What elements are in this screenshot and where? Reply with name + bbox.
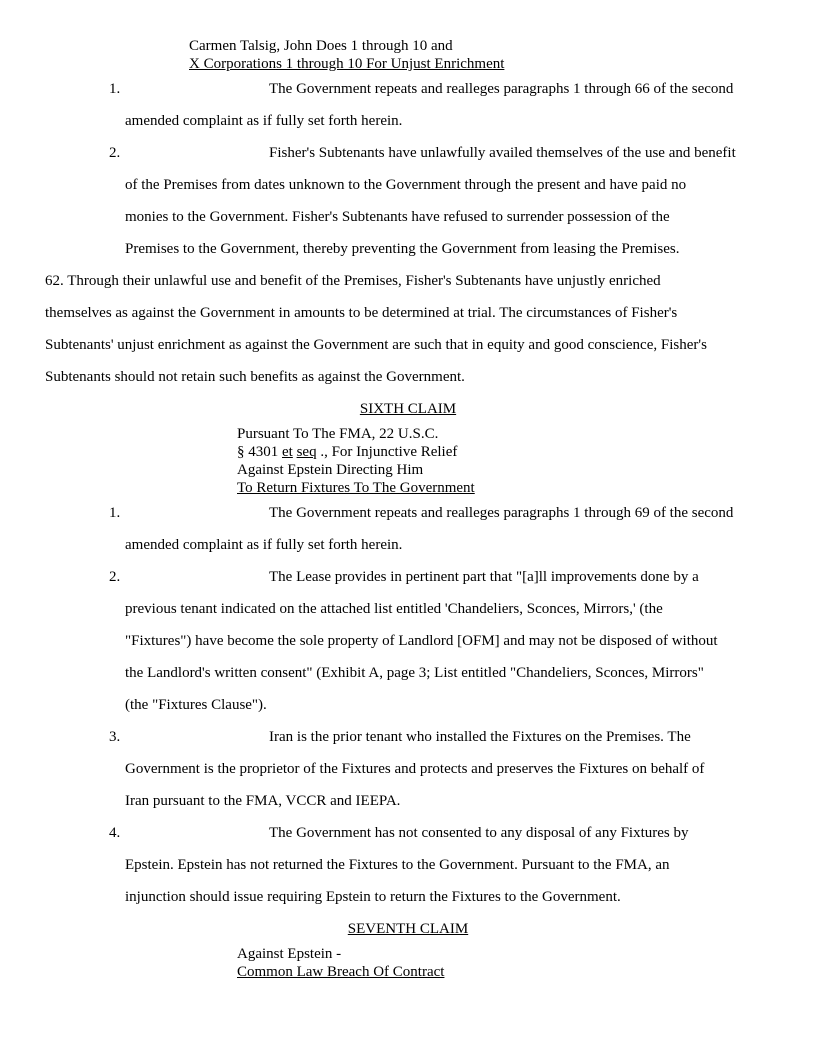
paragraph-line: Government is the proprietor of the Fixtures and protects and preserves the Fixtures on behalf of [125,761,705,777]
paragraph-line: 62. Through their unlawful use and benefit of the Premises, Fisher's Subtenants have unjustly enriched [45,273,661,289]
paragraph-number: 1. [109,505,121,521]
paragraph-line: Premises to the Government, thereby preventing the Government from leasing the Premises. [125,241,680,257]
paragraph-line: Iran pursuant to the FMA, VCCR and IEEPA. [125,793,401,809]
paragraph-line: previous tenant indicated on the attached list entitled 'Chandeliers, Sconces, Mirrors,' (the [125,601,663,617]
statute-et: et [282,444,293,460]
paragraph-line: The Government repeats and realleges paragraphs 1 through 66 of the second [269,81,734,97]
claim-heading-line: Common Law Breach Of Contract [237,964,445,980]
paragraph-line: Epstein. Epstein has not returned the Fixtures to the Government. Pursuant to the FMA, an [125,857,670,873]
paragraph-line: amended complaint as if fully set forth herein. [125,537,403,553]
claim-heading-line: Against Epstein Directing Him [237,462,424,478]
paragraph-line: Subtenants' unjust enrichment as against the Government are such that in equity and good conscience, Fisher's [45,337,707,353]
paragraph-line: monies to the Government. Fisher's Subtenants have refused to surrender possession of the [125,209,670,225]
paragraph-line: The Lease provides in pertinent part that "[a]ll improvements done by a [269,569,699,585]
paragraph-line: injunction should issue requiring Epstein to return the Fixtures to the Government. [125,889,621,905]
paragraph-number: 2. [109,145,121,161]
paragraph-number: 2. [109,569,121,585]
paragraph-line: themselves as against the Government in amounts to be determined at trial. The circumstances of Fisher's [45,305,678,321]
paragraph-line: The Government repeats and realleges paragraphs 1 through 69 of the second [269,505,734,521]
sixth-claim-title: SIXTH CLAIM [359,401,457,417]
claim-heading-line [237,444,457,461]
claim-heading-line: Pursuant To The FMA, 22 U.S.C. [237,426,439,442]
statute-section: § 4301 [237,444,282,460]
paragraph-line: of the Premises from dates unknown to the Government through the present and have paid no [125,177,687,193]
paragraph-line: the Landlord's written consent" (Exhibit A, page 3; List entitled "Chandeliers, Sconces, Mirrors" [125,665,704,681]
statute-seq: seq [296,444,317,460]
paragraph-line: amended complaint as if fully set forth herein. [125,113,403,129]
paragraph-line: "Fixtures") have become the sole property of Landlord [OFM] and may not be disposed of without [125,633,718,649]
paragraph-line: Iran is the prior tenant who installed the Fixtures on the Premises. The [269,729,691,745]
paragraph-number: 3. [109,729,121,745]
statute-relief: ., For Injunctive Relief [316,444,458,460]
paragraph-line: Subtenants should not retain such benefits as against the Government. [45,369,465,385]
paragraph-number: 4. [109,825,121,841]
paragraph-line: The Government has not consented to any disposal of any Fixtures by [269,825,689,841]
paragraph-number: 1. [109,81,121,97]
paragraph-line: (the "Fixtures Clause"). [125,697,267,713]
claim-heading-line: Against Epstein - [237,946,342,962]
claim-heading-line: Carmen Talsig, John Does 1 through 10 and [189,38,453,54]
paragraph-line: Fisher's Subtenants have unlawfully availed themselves of the use and benefit [269,145,736,161]
claim-heading-line: To Return Fixtures To The Government [237,480,475,496]
claim-heading-line: X Corporations 1 through 10 For Unjust Enrichment [189,56,505,72]
seventh-claim-title: SEVENTH CLAIM [347,921,469,937]
